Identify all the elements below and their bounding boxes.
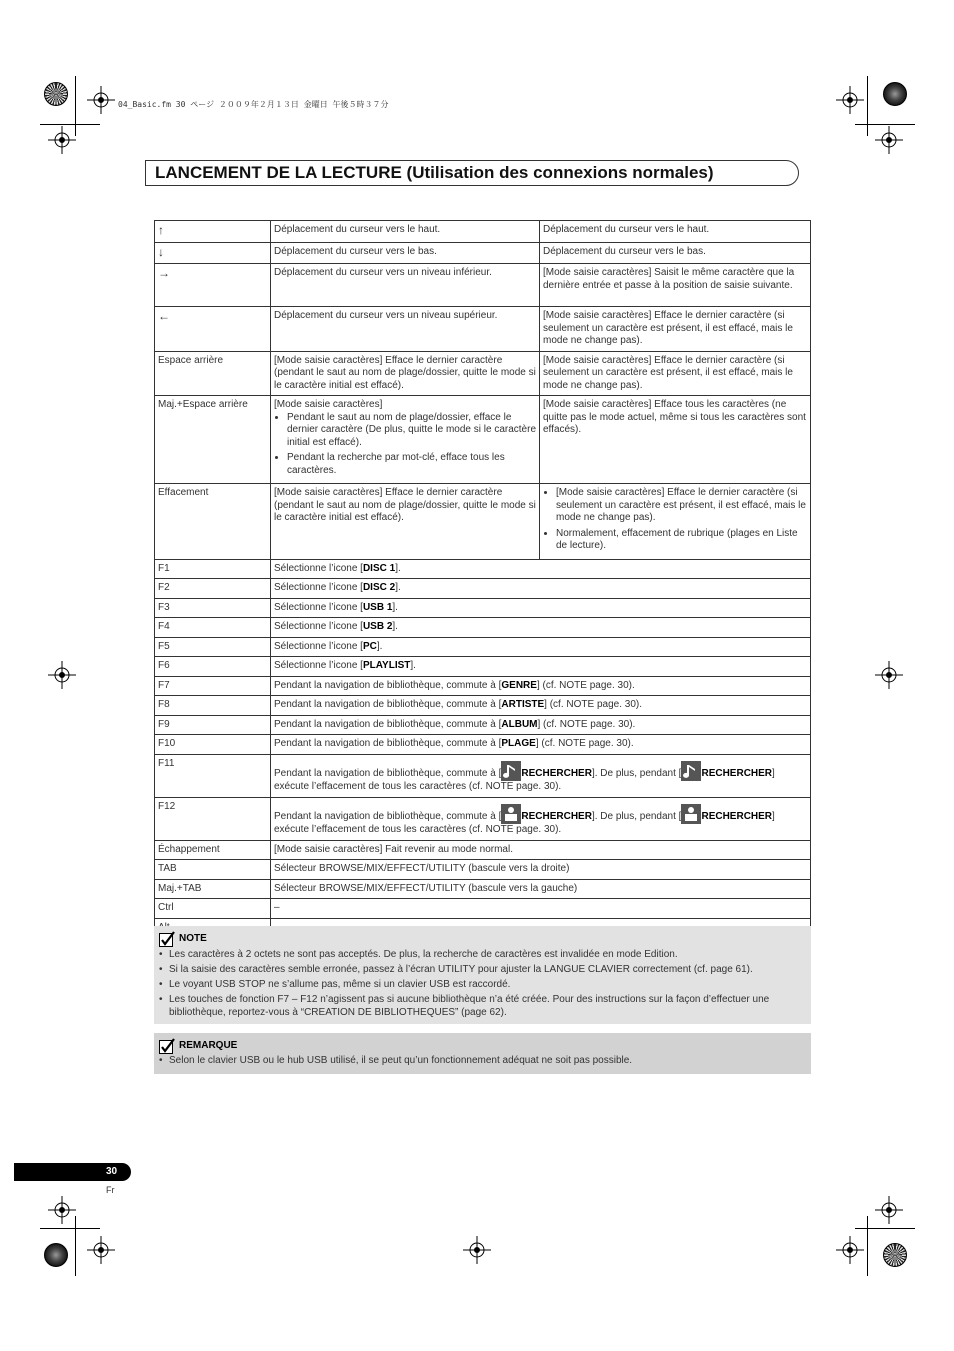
table-row — [155, 598, 811, 618]
table-row — [155, 559, 811, 579]
page-title: LANCEMENT DE LA LECTURE (Utilisation des connexions normales) — [155, 163, 714, 182]
key-cell: F12 — [155, 797, 271, 840]
key-cell: TAB — [155, 860, 271, 880]
function-cell: – — [271, 899, 811, 919]
function-cell: Déplacement du curseur vers le haut. — [271, 221, 540, 243]
key-cell: ↓ — [155, 242, 271, 264]
table-row — [155, 637, 811, 657]
key-cell: Échappement — [155, 840, 271, 860]
key-cell: Effacement — [155, 484, 271, 560]
key-cell: F2 — [155, 579, 271, 599]
artist-person-icon — [681, 804, 701, 824]
file-header-meta: 04_Basic.fm 30 ページ ２００９年２月１３日 金曜日 午後５時３７分 — [118, 100, 389, 109]
key-cell: F9 — [155, 715, 271, 735]
registration-mark-icon — [463, 1236, 491, 1264]
key-cell: ← — [155, 307, 271, 352]
note-list — [159, 949, 805, 1022]
function-cell: Déplacement du curseur vers un niveau supérieur. — [271, 307, 540, 352]
function-cell: Sélectionne l’icone [PLAYLIST]. — [271, 657, 811, 677]
table-row — [155, 351, 811, 396]
function-cell: Pendant la navigation de bibliothèque, commute à [ RECHERCHER]. De plus, pendant [ RECHERCHER] exécute l’effacement de tous les caractères (cf. NOTE page. 30). — [271, 754, 811, 797]
function-cell: [Mode saisie caractères] Efface le dernier caractère (pendant le saut au nom de plage/dossier, quitte le mode si le caractère initial est effacé). — [271, 484, 540, 560]
list-item: • Si la saisie des caractères semble erronée, passez à l’écran UTILITY pour ajuster la LANGUE CLAVIER correctement (cf. page 61). — [169, 964, 805, 977]
registration-mark-icon — [87, 1236, 115, 1264]
registration-mark-icon — [48, 1196, 76, 1224]
table-row — [155, 676, 811, 696]
function-cell: Pendant la navigation de bibliothèque, commute à [ARTISTE] (cf. NOTE page. 30). — [271, 696, 811, 716]
key-cell: → — [155, 264, 271, 307]
function-cell-input-mode: Déplacement du curseur vers le bas. — [540, 242, 811, 264]
registration-mark-icon — [875, 661, 903, 689]
table-row — [155, 396, 811, 484]
key-cell: F5 — [155, 637, 271, 657]
function-cell: Sélecteur BROWSE/MIX/EFFECT/UTILITY (bascule vers la droite) — [271, 860, 811, 880]
registration-mark-icon — [87, 86, 115, 114]
music-note-icon — [681, 761, 701, 781]
function-cell: [Mode saisie caractères] Fait revenir au mode normal. — [271, 840, 811, 860]
table-row — [155, 657, 811, 677]
list-item: • Les touches de fonction F7 – F12 n’agissent pas si aucune bibliothèque n’a été créée. Pour des instructions sur la façon d’effectuer une bibliothèque, reportez-vous à “CREATION DE BIBLIOTHEQUES” (page 62). — [169, 994, 805, 1019]
table-row — [155, 221, 811, 243]
checkmark-icon — [159, 931, 175, 947]
key-cell: ↑ — [155, 221, 271, 243]
table-row — [155, 840, 811, 860]
language-code: Fr — [106, 1185, 115, 1195]
function-cell-input-mode: [Mode saisie caractères] Efface le dernier caractère (si seulement un caractère est présent, il est effacé, mais le mode ne change pas). — [540, 351, 811, 396]
function-cell-input-mode — [540, 484, 811, 560]
list-item: • Le voyant USB STOP ne s’allume pas, même si un clavier USB est raccordé. — [169, 979, 805, 992]
remark-list — [159, 1055, 805, 1070]
function-cell: Déplacement du curseur vers un niveau inférieur. — [271, 264, 540, 307]
key-cell: F8 — [155, 696, 271, 716]
function-cell: Sélectionne l’icone [DISC 1]. — [271, 559, 811, 579]
key-cell: F7 — [155, 676, 271, 696]
bullet-list — [274, 412, 536, 478]
registration-mark-icon — [48, 126, 76, 154]
key-cell: F11 — [155, 754, 271, 797]
function-cell: Sélectionne l’icone [USB 2]. — [271, 618, 811, 638]
table-row — [155, 715, 811, 735]
table-row — [155, 264, 811, 307]
key-cell: Maj.+Espace arrière — [155, 396, 271, 484]
key-cell: F4 — [155, 618, 271, 638]
registration-mark-icon — [875, 1196, 903, 1224]
artist-person-icon — [501, 804, 521, 824]
table-row — [155, 307, 811, 352]
key-cell: Maj.+TAB — [155, 879, 271, 899]
remark-box — [154, 1033, 811, 1074]
page-number: 30 — [106, 1166, 118, 1177]
function-cell: Sélectionne l’icone [USB 1]. — [271, 598, 811, 618]
function-cell: Pendant la navigation de bibliothèque, commute à [ALBUM] (cf. NOTE page. 30). — [271, 715, 811, 735]
function-cell: Sélectionne l’icone [PC]. — [271, 637, 811, 657]
function-cell: Pendant la navigation de bibliothèque, commute à [GENRE] (cf. NOTE page. 30). — [271, 676, 811, 696]
note-heading: NOTE — [159, 931, 207, 947]
function-cell-input-mode: [Mode saisie caractères] Efface le dernier caractère (si seulement un caractère est présent, il est effacé, mais le mode ne change pas). — [540, 307, 811, 352]
table-row — [155, 579, 811, 599]
key-cell: F10 — [155, 735, 271, 755]
table-row — [155, 879, 811, 899]
list-item: • [Mode saisie caractères] Efface le dernier caractère (si seulement un caractère est présent, il est effacé, mais le mode ne change pas). — [556, 487, 807, 525]
function-cell: Déplacement du curseur vers le bas. — [271, 242, 540, 264]
table-row — [155, 735, 811, 755]
function-cell: Pendant la navigation de bibliothèque, commute à [ RECHERCHER]. De plus, pendant [ RECHERCHER] exécute l’effacement de tous les caractères (cf. NOTE page. 30). — [271, 797, 811, 840]
table-row — [155, 618, 811, 638]
registration-mark-icon — [48, 661, 76, 689]
registration-mark-icon — [836, 86, 864, 114]
list-item: • Pendant la recherche par mot-clé, efface tous les caractères. — [287, 452, 536, 477]
key-cell: Ctrl — [155, 899, 271, 919]
function-cell: Pendant la navigation de bibliothèque, commute à [PLAGE] (cf. NOTE page. 30). — [271, 735, 811, 755]
key-cell: F3 — [155, 598, 271, 618]
function-cell-input-mode: Déplacement du curseur vers le haut. — [540, 221, 811, 243]
list-item: • Pendant le saut au nom de plage/dossier, efface le dernier caractère (De plus, quitte le mode si le caractère initial est effacé). — [287, 412, 536, 450]
function-cell-input-mode: [Mode saisie caractères] Efface tous les caractères (ne quitte pas le mode actuel, même si tous les caractères sont effacés). — [540, 396, 811, 484]
key-cell: Espace arrière — [155, 351, 271, 396]
table-row — [155, 696, 811, 716]
note-box — [154, 926, 811, 1024]
keyboard-functions-table — [154, 220, 811, 938]
list-item: • Normalement, effacement de rubrique (plages en Liste de lecture). — [556, 528, 807, 553]
registration-mark-icon — [875, 126, 903, 154]
function-cell-input-mode: [Mode saisie caractères] Saisit le même caractère que la dernière entrée et passe à la position de saisie suivante. — [540, 264, 811, 307]
remark-heading: REMARQUE — [159, 1038, 237, 1054]
table-row — [155, 242, 811, 264]
table-row — [155, 860, 811, 880]
music-note-icon — [501, 761, 521, 781]
function-cell: Sélectionne l’icone [DISC 2]. — [271, 579, 811, 599]
table-row — [155, 899, 811, 919]
table-row — [155, 754, 811, 797]
table-row — [155, 797, 811, 840]
function-cell: [Mode saisie caractères] Efface le dernier caractère (pendant le saut au nom de plage/dossier, quitte le mode si le caractère initial est effacé). — [271, 351, 540, 396]
checkmark-icon — [159, 1038, 175, 1054]
cell-heading: [Mode saisie caractères] — [274, 399, 383, 410]
key-cell: F1 — [155, 559, 271, 579]
key-cell: F6 — [155, 657, 271, 677]
function-cell — [271, 396, 540, 484]
table-row — [155, 484, 811, 560]
bullet-list — [543, 487, 807, 553]
registration-mark-icon — [836, 1236, 864, 1264]
section-title-bar — [145, 160, 799, 186]
function-cell: Sélecteur BROWSE/MIX/EFFECT/UTILITY (bascule vers la gauche) — [271, 879, 811, 899]
list-item: • Les caractères à 2 octets ne sont pas acceptés. De plus, la recherche de caractères est invalidée en mode Edition. — [169, 949, 805, 962]
list-item: • Selon le clavier USB ou le hub USB utilisé, il se peut qu’un fonctionnement adéquat ne soit pas possible. — [169, 1055, 805, 1068]
